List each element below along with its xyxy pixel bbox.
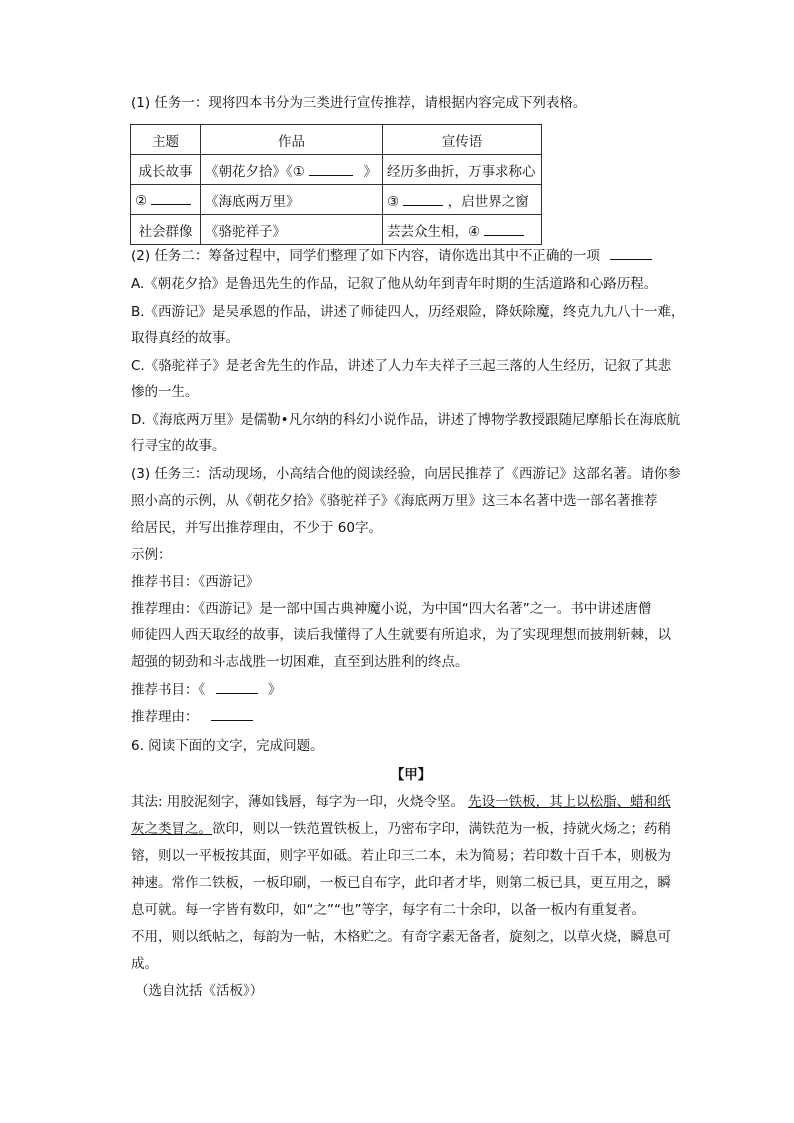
example-reason: 推荐理由：《西游记》是一部中国古典神魔小说，为中国“四大名著”之一。书中讲述唐僧 (131, 601, 652, 617)
table-header: 主题 (131, 125, 201, 155)
classical-text-line: 镕，则以一平板按其面，则字平如砥。若止印三二本，未为简易；若印数十百千本，则极为 (131, 848, 671, 864)
promotion-table (130, 124, 542, 245)
task2-heading-line (131, 245, 652, 267)
classical-text-line (131, 791, 671, 813)
option-c: C.《骆驼祥子》是老舍先生的作品，讲述了人力车夫祥子三起三落的人生经历，记叙了其悲 (131, 358, 672, 374)
classical-text: 其法: 用胶泥刻字，薄如钱唇，每字为一印，火烧令坚。 (131, 794, 469, 810)
option-b: B.《西游记》是吴承恩的作品，讲述了师徒四人，历经艰险，降妖除魔，终克九九八十一难， (131, 304, 685, 320)
q6-intro: 6. 阅读下面的文字，完成问题。 (131, 738, 324, 754)
classical-text-line: 成。 (131, 956, 158, 972)
example-reason-cont: 超强的韧劲和斗志战胜一切困难，直至到达胜利的终点。 (131, 654, 469, 670)
task3-line: 给居民，并写出推荐理由，不少于 60字。 (131, 520, 382, 536)
example-book: 推荐书目：《西游记》 (131, 574, 260, 590)
table-cell-with-blank (383, 185, 542, 215)
cell-text: ② (135, 193, 148, 209)
recommend-book-close: 》 (267, 682, 282, 698)
table-row (131, 215, 542, 245)
table-cell-with-blank (383, 215, 542, 245)
table-cell: 经历多曲折，万事求称心 (383, 155, 542, 185)
recommend-book-line (131, 679, 281, 701)
table-cell-with-blank (201, 155, 383, 185)
table-cell: 成长故事 (131, 155, 201, 185)
cell-text: 《朝花夕拾》《① (205, 163, 305, 180)
answer-blank-3[interactable] (403, 191, 443, 206)
cell-text: 》 (363, 163, 377, 180)
answer-blank-2[interactable] (151, 190, 191, 205)
task1-heading: (1) 任务一：现将四本书分为三类进行宣传推荐，请根据内容完成下列表格。 (131, 95, 587, 111)
cell-text: ，启世界之窗 (447, 193, 529, 210)
example-label: 示例： (131, 547, 172, 563)
option-b-cont: 取得真经的故事。 (131, 330, 239, 346)
table-cell: 《海底两万里》 (201, 185, 383, 215)
classical-text-line (131, 818, 671, 840)
recommend-reason-line (131, 706, 253, 728)
table-cell-with-blank (131, 185, 201, 215)
recommend-book-label: 推荐书目：《 (131, 682, 206, 698)
table-cell: 社会群像 (131, 215, 201, 245)
classical-text-line: 息可就。每一字皆有数印，如“之”“也”等字，每字有二十余印，以备一板内有重复者。 (131, 902, 645, 918)
underlined-text: 灰之类冒之。 (131, 821, 212, 837)
task2-heading: (2) 任务二：筹备过程中，同学们整理了如下内容，请你选出其中不正确的一项 (131, 248, 600, 264)
table-row (131, 185, 542, 215)
task3-line: (3) 任务三：活动现场，小高结合他的阅读经验，向居民推荐了《西游记》这部名著。请你参 (131, 466, 681, 482)
option-d-cont: 行寻宝的故事。 (131, 438, 226, 454)
option-c-cont: 惨的一生。 (131, 384, 199, 400)
answer-blank-task2[interactable] (610, 245, 652, 260)
classical-text: 欲印，则以一铁范置铁板上，乃密布字印，满铁范为一板，持就火炀之；药稍 (212, 821, 671, 837)
table-header-row (131, 125, 542, 155)
recommend-reason-label: 推荐理由： (131, 709, 199, 725)
option-a: A.《朝花夕拾》是鲁迅先生的作品，记叙了他从幼年到青年时期的生活道路和心路历程。 (131, 276, 658, 292)
cell-text: 芸芸众生相，④ (387, 223, 481, 240)
source-citation: （选自沈括《活板》） (135, 983, 264, 999)
recommend-book-blank[interactable] (216, 679, 258, 694)
table-cell: 《骆驼祥子》 (201, 215, 383, 245)
recommend-reason-blank[interactable] (211, 706, 253, 721)
underlined-text: 先设一铁板，其上以松脂、蜡和纸 (468, 794, 671, 810)
task3-line: 照小高的示例，从《朝花夕拾》《骆驼祥子》《海底两万里》这三本名著中选一部名著推荐 (131, 493, 658, 509)
cell-text: ③ (387, 193, 400, 210)
answer-blank-4[interactable] (484, 221, 524, 236)
table-header: 作品 (201, 125, 383, 155)
table-header: 宣传语 (383, 125, 542, 155)
classical-text-line: 不用，则以纸帖之，每韵为一帖，木格贮之。有奇字素无备者，旋刻之，以草火烧，瞬息可 (131, 929, 671, 945)
classical-text-line: 神速。常作二铁板，一板印刷，一板已自布字，此印者才毕，则第二板已具，更互用之，瞬 (131, 875, 671, 891)
answer-blank-1[interactable] (309, 161, 353, 176)
option-d: D.《海底两万里》是儒勒•凡尔纳的科幻小说作品，讲述了博物学教授跟随尼摩船长在海底航 (131, 412, 681, 428)
example-reason-cont: 师徒四人西天取经的故事，读后我懂得了人生就要有所追求，为了实现理想而披荆斩棘，以 (131, 627, 671, 643)
table-row (131, 155, 542, 185)
section-title: 【甲】 (390, 767, 432, 783)
